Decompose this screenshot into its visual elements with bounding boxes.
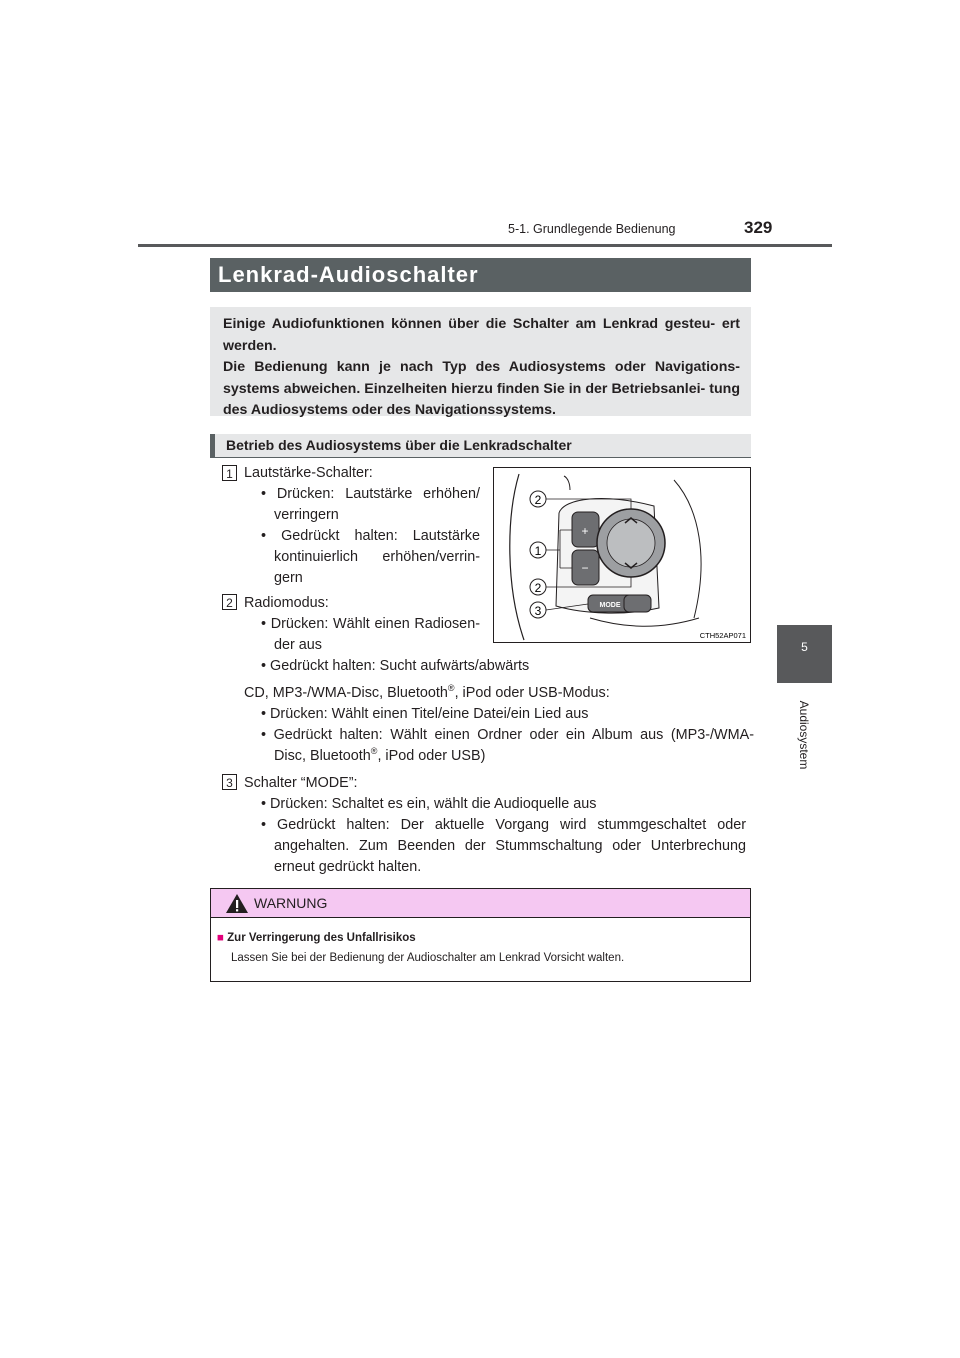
item-1-label: Lautstärke-Schalter: bbox=[244, 465, 373, 481]
item-1-bullet-2-line-3: gern bbox=[274, 570, 303, 586]
intro-paragraph-1: Einige Audiofunktionen können über die Schalter am Lenkrad gesteu- ert werden. bbox=[223, 316, 740, 354]
callout-3: 3 bbox=[534, 604, 542, 618]
intro-box bbox=[210, 307, 751, 416]
callout-1: 1 bbox=[534, 544, 542, 558]
item-2-bullet-2: • Gedrückt halten: Sucht aufwärts/abwärts bbox=[261, 658, 530, 674]
callout-2-bottom: 2 bbox=[534, 581, 542, 595]
item-2-bullet-1-line-1: • Drücken: Wählt einen Radiosen- bbox=[261, 616, 480, 632]
item-3-bullet-1: • Drücken: Schaltet es ein, wählt die Audioquelle aus bbox=[261, 796, 597, 812]
item-3-block bbox=[244, 773, 746, 878]
warning-triangle-icon bbox=[225, 893, 249, 914]
chapter-tab bbox=[777, 625, 832, 683]
section-heading: Betrieb des Audiosystems über die Lenkradschalter bbox=[210, 434, 751, 458]
item-2-bullet-3: • Drücken: Wählt einen Titel/eine Datei/ein Lied aus bbox=[261, 706, 589, 722]
header-rule bbox=[138, 244, 832, 247]
item-1-block bbox=[244, 463, 480, 589]
item-2-bullet-4-line-2: Disc, Bluetooth®, iPod oder USB) bbox=[274, 746, 486, 764]
intro-paragraph-2: Die Bedienung kann je nach Typ des Audiosystems oder Navigations- systems abweichen. Einzelheiten hierzu finden Sie in der Betriebsanlei- tung des Audiosystems oder des Navigationssystems. bbox=[223, 359, 740, 418]
warning-subtitle: ■ Zur Verringerung des Unfallrisikos bbox=[217, 932, 416, 944]
item-2-cd-label: CD, MP3-/WMA-Disc, Bluetooth®, iPod oder USB-Modus: bbox=[244, 683, 610, 701]
callout-2-top: 2 bbox=[534, 493, 542, 507]
steering-switch-figure bbox=[493, 467, 751, 643]
mode-button-label: MODE bbox=[599, 602, 621, 609]
warning-bullet-icon: ■ bbox=[217, 932, 224, 944]
warning-title: WARNUNG bbox=[254, 895, 328, 911]
steering-switch-illustration bbox=[494, 468, 750, 642]
item-1-bullet-1-line-1: • Drücken: Lautstärke erhöhen/ bbox=[261, 486, 480, 502]
item-number-badge: 2 bbox=[222, 594, 237, 610]
item-3-label: Schalter “MODE”: bbox=[244, 775, 358, 791]
warning-text: Lassen Sie bei der Bedienung der Audioschalter am Lenkrad Vorsicht walten. bbox=[231, 952, 625, 964]
item-2-bullet-4-line-1: • Gedrückt halten: Wählt einen Ordner oder ein Album aus (MP3-/WMA- bbox=[261, 727, 754, 743]
plus-icon: + bbox=[581, 524, 589, 538]
page-title: Lenkrad-Audioschalter bbox=[218, 262, 479, 287]
item-number-badge: 1 bbox=[222, 465, 237, 481]
item-2-label: Radiomodus: bbox=[244, 595, 329, 611]
section-label: 5-1. Grundlegende Bedienung bbox=[508, 222, 676, 236]
chapter-tab-label: Audiosystem bbox=[797, 700, 811, 770]
item-1-bullet-2-line-1: • Gedrückt halten: Lautstärke bbox=[261, 528, 480, 544]
item-2-bullet-1-line-2: der aus bbox=[274, 637, 322, 653]
item-3-bullet-2-line-1: • Gedrückt halten: Der aktuelle Vorgang wird stummgeschaltet oder bbox=[261, 817, 746, 833]
item-number-badge: 3 bbox=[222, 774, 237, 790]
item-3-bullet-2-line-3: erneut gedrückt halten. bbox=[274, 859, 422, 875]
item-3-bullet-2-line-2: angehalten. Zum Beenden der Stummschaltung oder Unterbrechung bbox=[274, 838, 746, 854]
item-1-bullet-1-line-2: verringern bbox=[274, 507, 339, 523]
figure-code: CTH52AP071 bbox=[699, 631, 746, 640]
item-1-bullet-2-line-2: kontinuierlich erhöhen/verrin- bbox=[274, 549, 480, 565]
page-number: 329 bbox=[744, 218, 773, 237]
chapter-tab-number: 5 bbox=[801, 640, 808, 654]
minus-icon: − bbox=[581, 561, 589, 575]
